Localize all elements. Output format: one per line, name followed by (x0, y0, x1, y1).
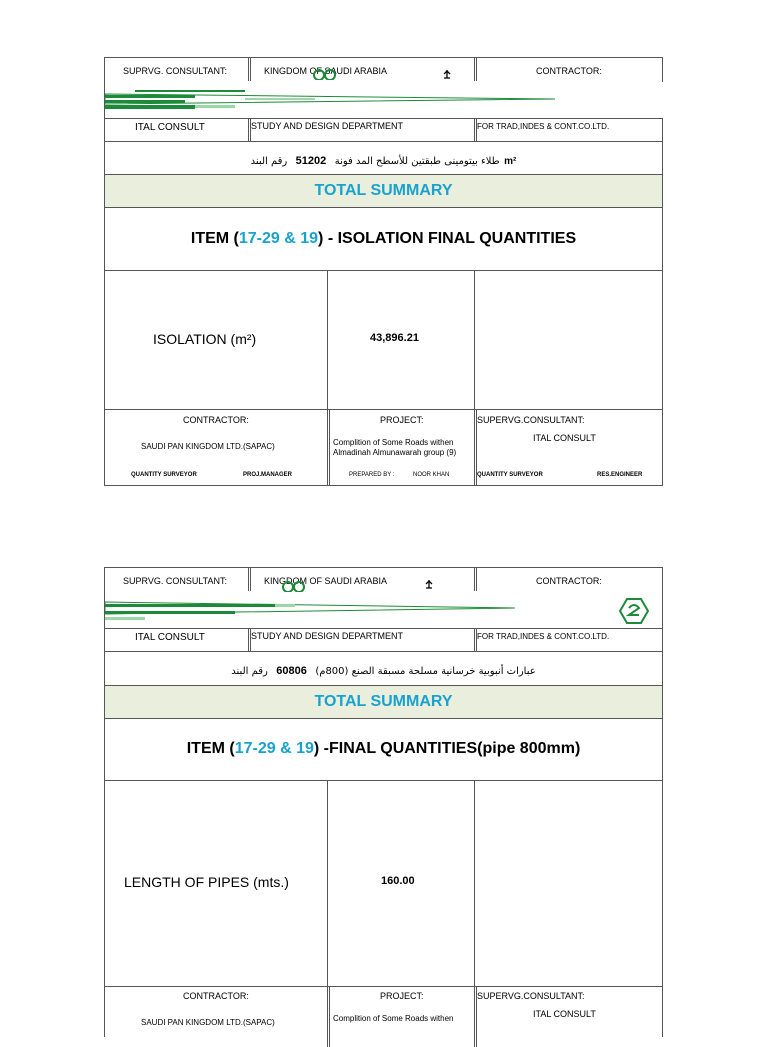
summary-sheet-isolation (104, 57, 663, 486)
footer-project-name-2: Almadinah Almunawarah group (9) (333, 448, 457, 457)
quantity-row (105, 781, 662, 987)
item-title-row (105, 208, 662, 271)
item-title-suffix: ) -FINAL QUANTITIES(pipe 800mm) (313, 740, 581, 757)
item-title-numbers: 17-29 & 19 (238, 230, 319, 247)
footer-supervision-label: SUPERVG.CONSULTANT: (477, 415, 585, 425)
item-title-row (105, 719, 662, 781)
contractor-logo-icon (619, 598, 649, 624)
item-description-text: عبارات أنبوبية خرسانية مسلحة مسبقة الصنع (800م) (315, 666, 536, 677)
consultant-name: ITAL CONSULT (135, 122, 205, 133)
footer-contractor-label: CONTRACTOR: (183, 991, 249, 1001)
footer-supervision-label: SUPERVG.CONSULTANT: (477, 991, 585, 1001)
sheet-header (105, 568, 662, 652)
item-title-prefix: ITEM ( (186, 740, 235, 757)
contractor-name: FOR TRAD,INDES & CONT.CO.LTD. (477, 632, 610, 641)
consultant-name: ITAL CONSULT (135, 632, 205, 643)
total-summary-band (105, 686, 662, 719)
contractor-name: FOR TRAD,INDES & CONT.CO.LTD. (477, 122, 610, 131)
summary-sheet-pipes (104, 567, 663, 1037)
project-manager-label: PROJ.MANAGER (243, 472, 293, 478)
signature-block (105, 987, 662, 1047)
emblem-icon (442, 70, 452, 80)
department-name: STUDY AND DESIGN DEPARTMENT (251, 121, 404, 131)
ministry-logo-icon (312, 68, 338, 80)
item-description-row (105, 652, 662, 686)
total-summary-title: TOTAL SUMMARY (314, 182, 453, 199)
signature-block (105, 410, 662, 485)
supervision-consultant-label: SUPRVG. CONSULTANT: (123, 576, 228, 586)
item-title-prefix: ITEM ( (190, 230, 239, 247)
supervision-consultant-label: SUPRVG. CONSULTANT: (123, 66, 228, 76)
logo-area-blank (583, 82, 663, 118)
item-number-label: رقم البند (231, 666, 268, 677)
item-description-row (105, 142, 662, 175)
item-title-suffix: ) - ISOLATION FINAL QUANTITIES (318, 230, 577, 247)
footer-project-name-1: Complition of Some Roads withen (333, 1014, 454, 1023)
green-stripe-banner (105, 86, 555, 112)
footer-project-label: PROJECT: (380, 415, 424, 425)
item-number: 51202 (295, 155, 327, 167)
green-stripe-banner (105, 596, 515, 622)
item-unit: m² (504, 156, 517, 167)
total-summary-band (105, 175, 662, 208)
quantity-row (105, 271, 662, 410)
quantity-surveyor-label-2: QUANTITY SURVEYOR (477, 472, 543, 478)
footer-project-name-1: Complition of Some Roads withen (333, 438, 454, 447)
ministry-logo-icon (281, 580, 307, 592)
footer-contractor-name: SAUDI PAN KINGDOM LTD.(SAPAC) (141, 442, 275, 451)
footer-supervision-name: ITAL CONSULT (533, 433, 596, 443)
total-summary-title: TOTAL SUMMARY (314, 693, 453, 710)
sheet-header (105, 58, 662, 142)
item-description-text: طلاء بيتومينى طبقتين للأسطح المد فونة (334, 156, 500, 167)
contractor-label: CONTRACTOR: (536, 66, 602, 76)
item-number: 60806 (276, 665, 307, 677)
kingdom-title: KINGDOM OF SAUDI ARABIA (264, 576, 388, 586)
quantity-value: 160.00 (381, 875, 415, 887)
quantity-value: 43,896.21 (370, 332, 419, 344)
footer-project-label: PROJECT: (380, 991, 424, 1001)
emblem-icon (424, 580, 434, 590)
footer-supervision-name: ITAL CONSULT (533, 1009, 596, 1019)
resident-engineer-label: RES.ENGINEER (597, 472, 643, 478)
item-number-label: رقم البند (250, 156, 288, 167)
contractor-label: CONTRACTOR: (536, 576, 602, 586)
kingdom-title: KINGDOM OF SAUDI ARABIA (264, 66, 388, 76)
quantity-surveyor-label: QUANTITY SURVEYOR (131, 472, 197, 478)
quantity-label: LENGTH OF PIPES (mts.) (124, 874, 289, 890)
item-title-numbers: 17-29 & 19 (234, 740, 314, 757)
department-name: STUDY AND DESIGN DEPARTMENT (251, 631, 404, 641)
prepared-by-label: PREPARED BY : (349, 472, 395, 478)
footer-contractor-name: SAUDI PAN KINGDOM LTD.(SAPAC) (141, 1018, 275, 1027)
footer-contractor-label: CONTRACTOR: (183, 415, 249, 425)
quantity-label: ISOLATION (m²) (153, 331, 257, 347)
prepared-by-name: NOOR KHAN (413, 472, 450, 478)
